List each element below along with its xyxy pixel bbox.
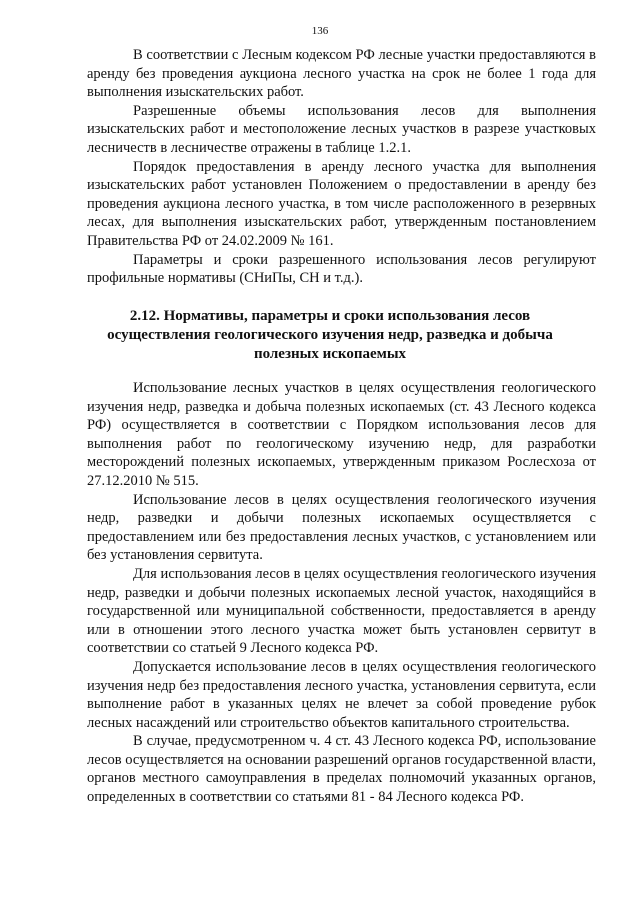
page-number: 136 [311,25,329,37]
paragraph: В соответствии с Лесным кодексом РФ лесные участки предоставляются в аренду без проведения аукциона лесного участка на срок не более 1 года для выполнения изыскательских работ. [87,47,596,101]
paragraph: Порядок предоставления в аренду лесного участка для выполнения изыскательских работ установлен Положением о предоставлении в аренду без проведения аукциона лесного участка, в том числе расположенного в резервных лесах, для выполнения изыскательских работ, утвержденным постановлением Правительства РФ от 24.02.2009 № 161. [87,158,596,249]
paragraph: Использование лесных участков в целях осуществления геологического изучения недр, разведка и добыча полезных ископаемых (ст. 43 Лесного кодекса РФ) осуществляется в соответствии с Порядком использования лесов для выполнения работ по геологическому изучению недр, для разработки месторождений полезных ископаемых, утвержденным приказом Рослесхоза от 27.12.2010 № 515. [87,380,596,489]
paragraph: Разрешенные объемы использования лесов для выполнения изыскательских работ и местоположение лесных участков в разрезе участковых лесничеств в лесничестве отражены в таблице 1.2.1. [87,102,596,156]
intro-section [87,46,596,288]
section-body [87,379,596,807]
paragraph: Использование лесов в целях осуществления геологического изучения недр, разведки и добычи полезных ископаемых осуществляется с предоставлением или без предоставления лесных участков, с установлением или без установления сервитута. [87,491,596,564]
paragraph: В случае, предусмотренном ч. 4 ст. 43 Лесного кодекса РФ, использование лесов осуществляется на основании разрешений органов государственной власти, органов местного самоуправления в пределах полномочий указанных органов, определенных в соответствии со статьями 81 - 84 Лесного кодекса РФ. [87,733,596,806]
paragraph: Допускается использование лесов в целях осуществления геологического изучения недр без предоставления лесного участка, установления сервитута, если выполнение работ в указанных целях не влечет за собой проведение рубок лесных насаждений или строительство объектов капитального строительства. [87,658,596,731]
paragraph: Для использования лесов в целях осуществления геологического изучения недр, разведки и добычи полезных ископаемых лесной участок, находящийся в государственной или муниципальной собственности, предоставляется в аренду или в отношении этого лесного участка может быть установлен сервитут в соответствии со статьей 9 Лесного кодекса РФ. [87,565,596,657]
paragraph: Параметры и сроки разрешенного использования лесов регулируют профильные нормативы (СНиПы, СН и т.д.). [87,251,596,287]
section-heading: 2.12. Нормативы, параметры и сроки использования лесов осуществления геологического изучения недр, разведка и добыча полезных ископаемых [107,308,553,362]
